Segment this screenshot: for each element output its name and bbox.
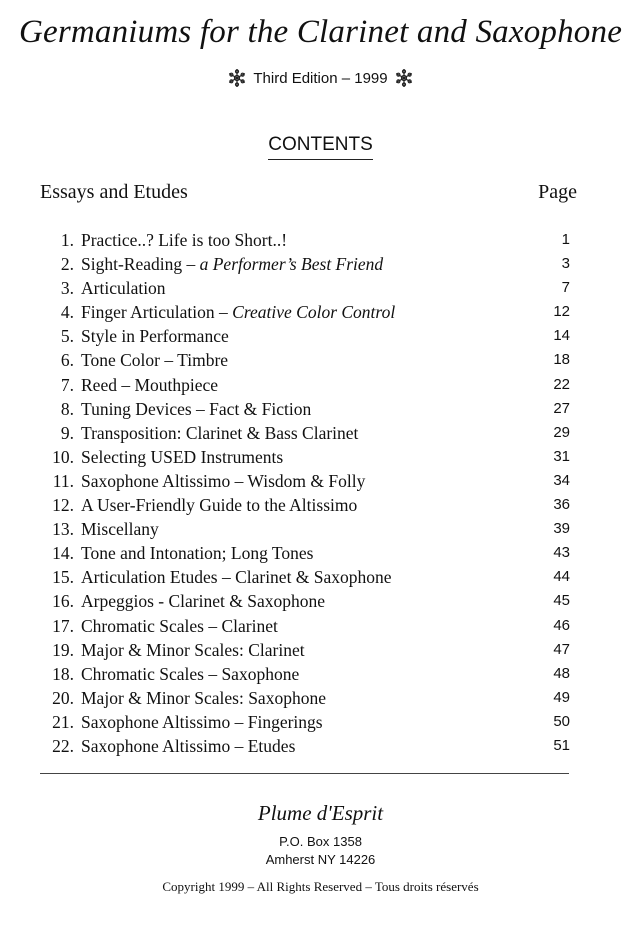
toc-number: 7. [60,374,74,395]
toc-row [0,734,641,758]
toc-number: 5. [60,326,74,347]
toc-page-number: 51 [553,736,570,754]
table-of-contents [0,228,641,758]
toc-number: 3. [60,278,74,299]
toc-row [0,252,641,276]
toc-page-number: 31 [553,447,570,465]
toc-title-main: Tone and Intonation; Long Tones [81,543,314,564]
toc-page-number: 12 [553,303,570,321]
toc-page-number: 27 [553,399,570,417]
toc-page-number: 48 [553,664,570,682]
toc-page-number: 50 [553,712,570,730]
toc-title [81,324,229,348]
address-line-2: Amherst NY 14226 [265,852,376,867]
toc-page-number: 18 [553,351,570,369]
contents-heading-text: CONTENTS [268,134,373,160]
toc-number: 16. [52,591,74,612]
title-text-for: for [199,14,240,50]
toc-title-main: Transposition: Clarinet & Bass Clarinet [81,422,359,443]
contents-heading [0,134,641,160]
toc-row [0,445,641,469]
toc-title [81,565,392,589]
toc-row [0,638,641,662]
toc-row [0,421,641,445]
toc-number: 18. [52,663,74,684]
toc-title-main: Finger Articulation – [81,302,233,323]
toc-title-main: Arpeggios - Clarinet & Saxophone [81,591,325,612]
toc-number: 17. [52,615,74,636]
toc-number: 6. [60,350,74,371]
toc-title-main: Selecting USED Instruments [81,446,284,467]
toc-row [0,469,641,493]
toc-title-main: Practice..? Life is too Short..! [81,230,288,250]
toc-title [81,228,287,252]
toc-title [81,638,305,662]
column-header-essays: Essays and Etudes [40,181,188,203]
toc-page-number: 14 [553,327,570,345]
toc-title-main: Articulation [81,278,166,299]
toc-title [81,517,159,541]
toc-title [81,614,278,638]
copyright-notice: Copyright 1999 – All Rights Reserved – Tous droits réservés [162,879,479,894]
toc-title [81,445,283,469]
publisher-name: Plume d'Esprit [257,801,384,825]
toc-title [81,300,395,324]
toc-title [81,734,295,758]
toc-page-number: 7 [561,279,570,297]
edition-line [0,68,641,88]
toc-number: 4. [60,302,74,323]
toc-page-number: 49 [553,688,570,706]
toc-row [0,348,641,372]
toc-row [0,276,641,300]
toc-title-main: Tuning Devices – Fact & Fiction [81,398,312,419]
toc-title [81,421,358,445]
toc-page-number: 47 [553,640,570,658]
toc-title-main: Miscellany [81,519,159,540]
toc-row [0,565,641,589]
snowflake-ornament-icon [227,68,247,88]
toc-number: 2. [60,254,74,275]
toc-row [0,589,641,613]
toc-row [0,662,641,686]
toc-title-main: Saxophone Altissimo – Etudes [81,735,296,756]
toc-title [81,589,325,613]
toc-title-main: Style in Performance [81,326,229,347]
toc-title-main: Chromatic Scales – Saxophone [81,663,300,684]
toc-row [0,541,641,565]
toc-row [0,228,641,252]
toc-title-main: A User-Friendly Guide to the Altissimo [81,495,358,516]
title-text-part2: the Clarinet and Saxophone [239,14,623,50]
toc-title [81,469,365,493]
toc-page-number: 44 [553,568,570,586]
toc-number: 10. [52,446,74,467]
toc-row [0,300,641,324]
snowflake-ornament-icon [394,68,414,88]
toc-row [0,614,641,638]
toc-number: 19. [52,639,74,660]
toc-number: 21. [52,711,74,732]
toc-page-number: 29 [553,423,570,441]
address-line-1: P.O. Box 1358 [279,834,362,849]
toc-title-main: Saxophone Altissimo – Fingerings [81,711,323,732]
toc-title-main: Saxophone Altissimo – Wisdom & Folly [81,470,366,491]
toc-number: 13. [52,519,74,540]
toc-number: 12. [52,495,74,516]
toc-page-number: 46 [553,616,570,634]
toc-number: 11. [52,470,74,491]
toc-page-number: 36 [553,496,570,514]
toc-number: 14. [52,543,74,564]
toc-title-main: Major & Minor Scales: Clarinet [81,639,305,660]
toc-title [81,710,323,734]
toc-title [81,373,218,397]
toc-title [81,397,311,421]
toc-page-number: 22 [553,375,570,393]
toc-page-number: 34 [553,471,570,489]
divider [40,773,569,774]
toc-number: 22. [52,735,74,756]
toc-number: 9. [60,422,74,443]
toc-row [0,517,641,541]
toc-title [81,276,166,300]
book-title [0,14,641,51]
toc-title-main: Sight-Reading – [81,254,200,275]
toc-title-subtitle: a Performer’s Best Friend [199,254,384,275]
toc-title [81,541,313,565]
toc-title [81,493,357,517]
toc-title-main: Tone Color – Timbre [81,350,229,371]
toc-number: 1. [60,230,74,250]
toc-page-number: 39 [553,520,570,538]
toc-page-number: 45 [553,592,570,610]
toc-row [0,397,641,421]
title-text-part1: Germaniums [18,14,200,50]
column-header-page: Page [538,181,577,203]
toc-page-number: 43 [553,544,570,562]
toc-title [81,662,299,686]
toc-title-main: Major & Minor Scales: Saxophone [81,687,326,708]
toc-row [0,493,641,517]
toc-row [0,710,641,734]
toc-number: 8. [60,398,74,419]
toc-title [81,252,383,276]
toc-title [81,686,326,710]
toc-title-main: Articulation Etudes – Clarinet & Saxophone [81,567,392,588]
toc-row [0,324,641,348]
toc-row [0,373,641,397]
toc-title-main: Reed – Mouthpiece [81,374,219,395]
toc-title-main: Chromatic Scales – Clarinet [81,615,278,636]
toc-row [0,686,641,710]
toc-page-number: 3 [561,255,570,273]
toc-title [81,348,228,372]
edition-text: Third Edition – 1999 [253,70,388,87]
toc-page-number: 1 [561,231,570,248]
toc-number: 20. [52,687,74,708]
toc-title-subtitle: Creative Color Control [232,302,396,323]
toc-number: 15. [52,567,74,588]
